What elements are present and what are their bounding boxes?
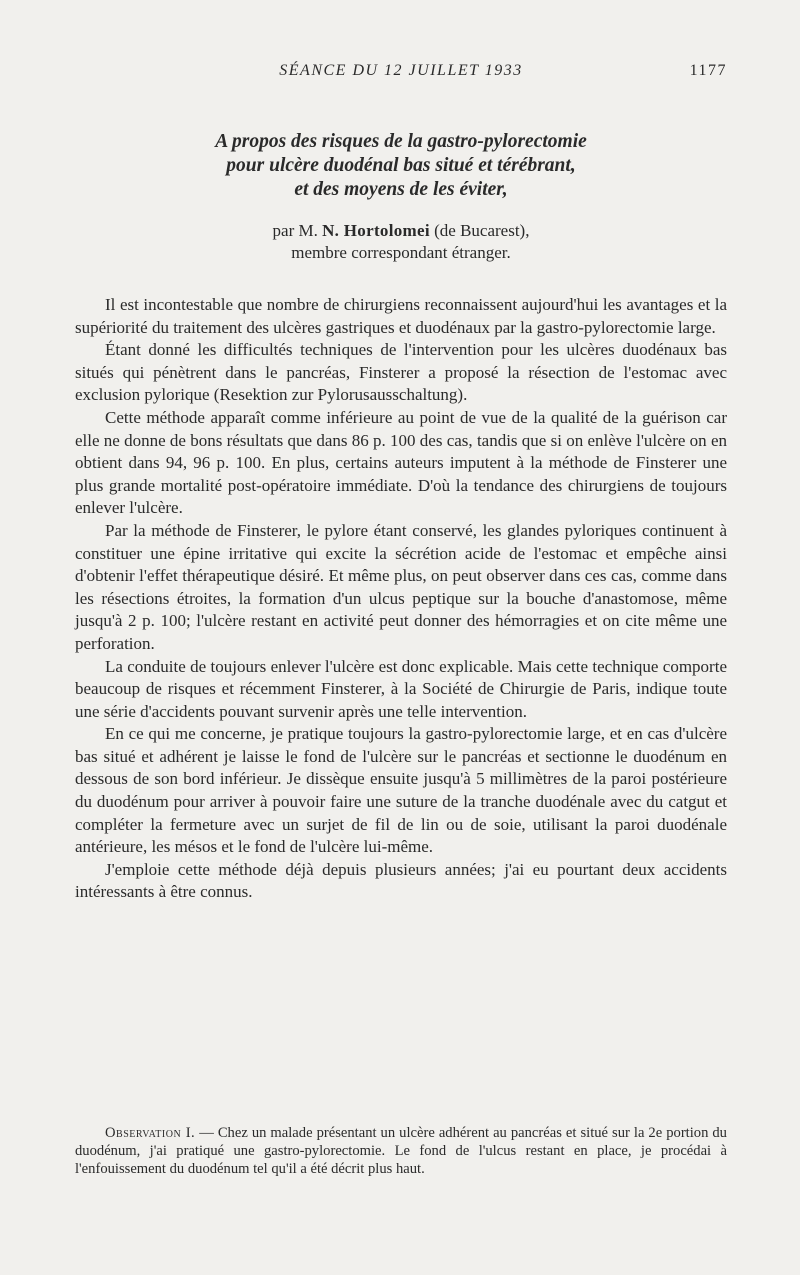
article-body <box>75 294 727 904</box>
title-line: pour ulcère duodénal bas situé et térébrant, <box>226 155 576 176</box>
author-affiliation: membre correspondant étranger. <box>291 243 511 262</box>
body-paragraph: Par la méthode de Finsterer, le pylore étant conservé, les glandes pyloriques continuent à constituer une épine irritative qui excite la sécrétion acide de l'estomac et empêche ainsi d'obtenir l'effet thérapeutique désiré. Et même plus, on peut observer dans ces cas, comme dans les résections étroites, la formation d'un ulcus peptique sur la bouche d'anastomose, même jusqu'à 2 p. 100; l'ulcère restant en activité peut donner des hémorragies et on cite même une perforation. <box>75 520 727 653</box>
byline <box>75 220 727 264</box>
title-line: et des moyens de les éviter, <box>294 179 508 200</box>
body-paragraph: En ce qui me concerne, je pratique toujours la gastro-pylorectomie large, et en cas d'ulcère bas situé et adhérent je laisse le fond de l'ulcère sur le pancréas et sectionne le duodénum en dessous de son bord inférieur. Je dissèque ensuite jusqu'à 5 millimètres de la paroi postérieure du duodénum pour arriver à pouvoir faire une suture de la tranche duodénale avec du catgut et compléter la fermeture avec un surjet de fil de lin ou de soie, utilisant la paroi duodénale antérieure, les mésos et le fond de l'ulcère lui-même. <box>75 724 727 857</box>
byline-prefix: par M. <box>272 221 323 240</box>
body-paragraph: J'emploie cette méthode déjà depuis plusieurs années; j'ai eu pourtant deux accidents intéressants à être connus. <box>75 859 727 902</box>
observation-note <box>75 1124 727 1179</box>
body-paragraph: Il est incontestable que nombre de chirurgiens reconnaissent aujourd'hui les avantages et la supériorité du traitement des ulcères gastriques et duodénaux par la gastro-pylorectomie large. <box>75 295 727 337</box>
body-paragraph: La conduite de toujours enlever l'ulcère est donc explicable. Mais cette technique comporte beaucoup de risques et récemment Finsterer, à la Société de Chirurgie de Paris, indique toute une série d'accidents pouvant survenir après une telle intervention. <box>75 656 727 721</box>
body-paragraph: Étant donné les difficultés techniques de l'intervention pour les ulcères duodénaux bas situés qui pénètrent dans le pancréas, Finsterer a proposé la résection de l'estomac avec exclusion pylorique (Resektion zur Pylorusausschaltung). <box>75 340 727 405</box>
byline-author-line <box>75 220 727 242</box>
observation-paragraph <box>75 1124 727 1179</box>
running-head-title: SÉANCE DU 12 JUILLET 1933 <box>279 62 523 79</box>
body-paragraph: Cette méthode apparaît comme inférieure au point de vue de la qualité de la guérison car elle ne donne de bons résultats que dans 86 p. 100 des cas, tandis que si on enlève l'ulcère on en obtient dans 94, 96 p. 100. En plus, certains auteurs imputent à la méthode de Finsterer une plus grande mortalité post-opératoire immédiate. D'où la tendance des chirurgiens de toujours enlever l'ulcère. <box>75 407 727 518</box>
author-origin: (de Bucarest), <box>429 221 530 240</box>
article-title <box>75 130 727 202</box>
observation-text: — Chez un malade présentant un ulcère adhérent au pancréas et situé sur la 2e portion du duodénum, j'ai pratiqué une gastro-pylorectomie. Le fond de l'ulcus restant en place, je procédai à l'enfouissement du duodénum tel qu'il a été décrit plus haut. <box>75 1125 727 1178</box>
page-number: 1177 <box>689 62 727 79</box>
observation-lead: Observation I. <box>105 1125 196 1141</box>
author-name: N. Hortolomei <box>322 221 430 240</box>
title-line: A propos des risques de la gastro-pylorectomie <box>215 131 587 152</box>
